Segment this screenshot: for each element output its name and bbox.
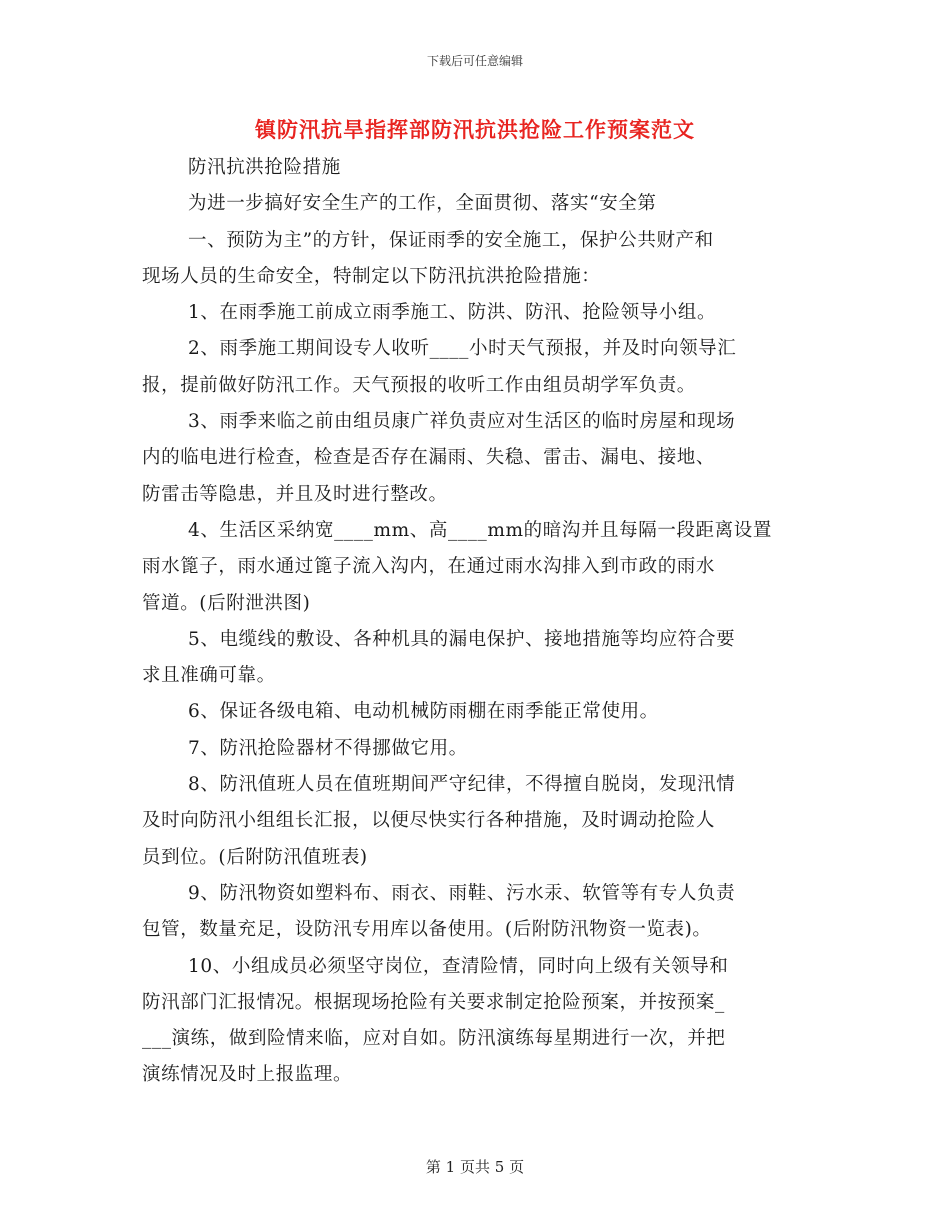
body-line: 5、电缆线的敷设、各种机具的漏电保护、接地措施等均应符合要 <box>188 628 736 650</box>
body-line: 内的临电进行检查，检查是否存在漏雨、失稳、雷击、漏电、接地、 <box>142 447 716 469</box>
body-line: 包管，数量充足，设防汛专用库以备使用。(后附防汛物资一览表)。 <box>142 919 712 941</box>
body-line: 管道。(后附泄洪图) <box>142 592 311 614</box>
body-line: 防汛抗洪抢险措施 <box>188 157 341 178</box>
body-line: 报，提前做好防汛工作。天气预报的收听工作由组员胡学军负责。 <box>142 374 696 396</box>
page-number-footer: 第 1 页共 5 页 <box>425 1158 525 1176</box>
body-line: 9、防汛物资如塑料布、雨衣、雨鞋、污水汞、软管等有专人负责 <box>188 882 736 904</box>
body-line: 求且准确可靠。 <box>142 665 276 687</box>
body-line: 及时向防汛小组组长汇报，以便尽快实行各种措施，及时调动抢险人 <box>142 810 716 832</box>
document-title: 镇防汛抗旱指挥部防汛抗洪抢险工作预案范文 <box>255 117 695 142</box>
body-line: 一、预防为主”的方针，保证雨季的安全施工，保护公共财产和 <box>188 229 714 251</box>
body-line: 1、在雨季施工前成立雨季施工、防洪、防汛、抢险领导小组。 <box>188 302 717 324</box>
body-line: 6、保证各级电箱、电动机械防雨棚在雨季能正常使用。 <box>188 701 659 723</box>
edit-note-header: 下载后可任意编辑 <box>426 54 523 68</box>
body-line: 雨水篦子，雨水通过篦子流入沟内，在通过雨水沟排入到市政的雨水 <box>142 556 716 578</box>
body-line: 演练情况及时上报监理。 <box>142 1064 353 1086</box>
body-line: 现场人员的生命安全，特制定以下防汛抗洪抢险措施： <box>142 265 601 287</box>
body-line: 8、防汛值班人员在值班期间严守纪律，不得擅自脱岗，发现汛情 <box>188 774 736 796</box>
body-line: 防汛部门汇报情况。根据现场抢险有关要求制定抢险预案，并按预案_ <box>142 991 725 1013</box>
document-body <box>142 150 814 1094</box>
body-line: 3、雨季来临之前由组员康广祥负责应对生活区的临时房屋和现场 <box>188 411 736 433</box>
body-line: 4、生活区采纳宽____mm、高____mm的暗沟并且每隔一段距离设置 <box>188 519 772 541</box>
body-line: ___演练，做到险情来临，应对自如。防汛演练每星期进行一次，并把 <box>142 1028 726 1050</box>
body-line: 为进一步搞好安全生产的工作，全面贯彻、落实“安全第 <box>188 193 657 215</box>
body-line: 7、防汛抢险器材不得挪做它用。 <box>188 737 468 759</box>
body-line: 2、雨季施工期间设专人收听____小时天气预报，并及时向领导汇 <box>188 338 737 360</box>
body-line: 防雷击等隐患，并且及时进行整改。 <box>142 483 448 505</box>
body-line: 员到位。(后附防汛值班表) <box>142 846 368 868</box>
body-line: 10、小组成员必须坚守岗位，查清险情，同时向上级有关领导和 <box>188 955 729 977</box>
